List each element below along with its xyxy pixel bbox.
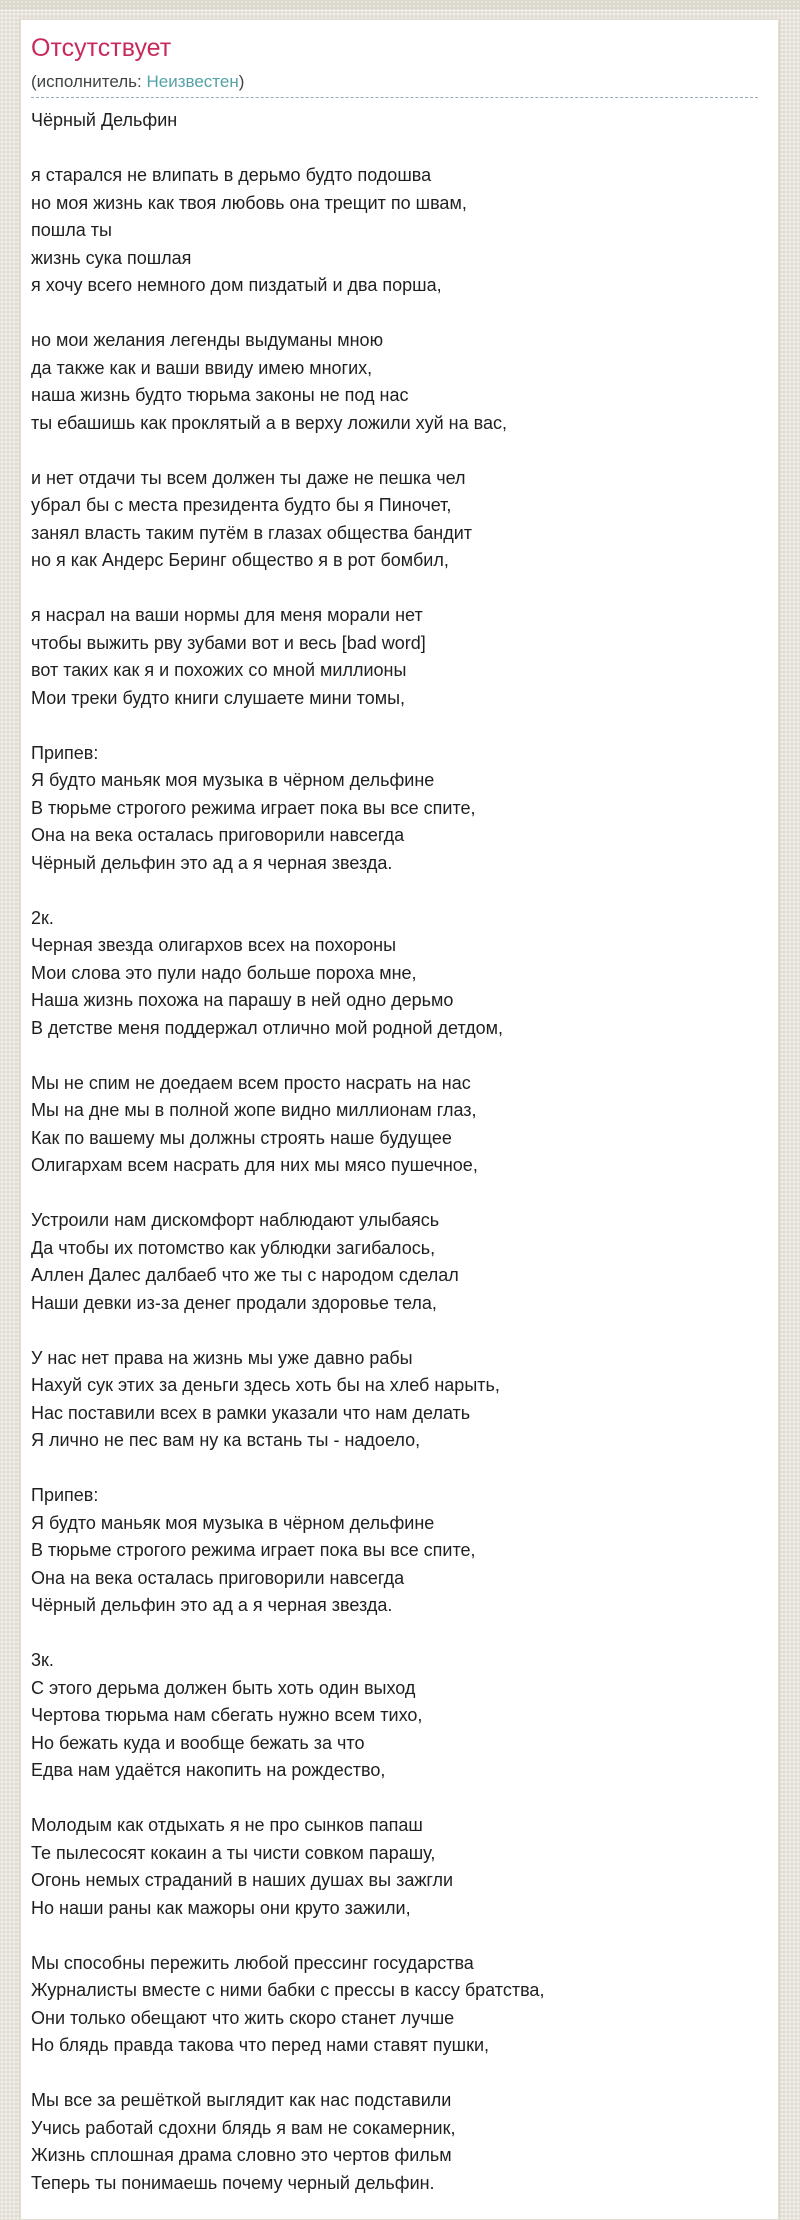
lyrics-line: да также как и ваши ввиду имею многих, (31, 357, 373, 378)
lyrics-line: Нас поставили всех в рамки указали что нам делать (31, 1402, 471, 1423)
lyrics-line: Чёрный дельфин это ад а я черная звезда. (31, 852, 393, 873)
lyrics-line: Чёрный дельфин это ад а я черная звезда. (31, 1595, 393, 1615)
lyrics-stanza (31, 1345, 758, 1455)
page-top-texture (0, 0, 800, 11)
lyrics-stanza (31, 905, 758, 1043)
lyrics-line: Едва нам удаётся накопить на рождество, (31, 1760, 386, 1780)
lyrics-line: Но наши раны как мажоры они круто зажили, (31, 1897, 411, 1918)
lyrics-stanza (31, 1647, 758, 1785)
lyrics-line: Она на века осталась приговорили навсегда (31, 1567, 405, 1588)
lyrics-line: Наши девки из-за денег продали здоровье тела, (31, 1292, 437, 1313)
lyrics-line: Мои треки будто книги слушаете мини томы, (31, 687, 406, 708)
lyrics-line: Она на века осталась приговорили навсегда (31, 825, 405, 845)
lyrics-stanza (31, 1070, 758, 1180)
lyrics-line: занял власть таким путём в глазах общества бандит (31, 522, 472, 543)
song-title: Чёрный Дельфин (31, 110, 178, 130)
song-header (31, 33, 758, 98)
page-title: Отсутствует (31, 34, 172, 62)
lyrics-line: Мы способны пережить любой прессинг государства (31, 1952, 474, 1973)
lyrics-line: я хочу всего немного дом пиздатый и два порша, (31, 275, 442, 295)
lyrics-line: Да чтобы их потомство как ублюдки загибалось, (31, 1237, 436, 1258)
lyrics-line: С этого дерьма должен быть хоть один выход (31, 1677, 416, 1698)
lyrics-line: Мы не спим не доедаем всем просто насрать на нас (31, 1072, 471, 1093)
lyrics-line: Олигархам всем насрать для них мы мясо пушечное, (31, 1155, 478, 1175)
lyrics-line: Черная звезда олигархов всех на похороны (31, 935, 397, 955)
lyrics-stanza (31, 602, 758, 712)
lyrics-line: У нас нет права на жизнь мы уже давно рабы (31, 1347, 413, 1368)
lyrics-line: Наша жизнь похожа на парашу в ней одно дерьмо (31, 990, 454, 1010)
artist-prefix: (исполнитель: (31, 72, 147, 91)
lyrics-line: В тюрьме строгого режима играет пока вы все спите, (31, 797, 476, 818)
lyrics-line: Я будто маньяк моя музыка в чёрном дельфине (31, 1512, 435, 1533)
lyrics-line: вот таких как я и похожих со мной миллионы (31, 660, 407, 680)
lyrics-line: убрал бы с места президента будто бы я Пиночет, (31, 495, 452, 515)
lyrics-line: Теперь ты понимаешь почему черный дельфин. (31, 2172, 435, 2193)
lyrics-line: Аллен Далес далбаеб что же ты с народом сделал (31, 1265, 459, 1285)
lyrics-line: жизнь сука пошлая (31, 247, 192, 268)
lyrics-line: 3к. (31, 1650, 54, 1670)
lyrics-line: Те пылесосят кокаин а ты чисти совком парашу, (31, 1842, 436, 1863)
artist-suffix: ) (238, 72, 245, 91)
lyrics-stanza (31, 2087, 758, 2197)
lyrics-line: Мы на дне мы в полной жопе видно миллионам глаз, (31, 1100, 477, 1120)
lyrics-line: но я как Андерс Беринг общество я в рот бомбил, (31, 550, 449, 570)
lyrics-line: Я лично не пес вам ну ка встань ты - надоело, (31, 1430, 421, 1450)
lyrics-stanza (31, 1207, 758, 1317)
lyrics-line: Припев: (31, 742, 99, 763)
lyrics-text (31, 107, 758, 2197)
lyrics-stanza (31, 327, 758, 437)
lyrics-line: Мы все за решёткой выглядит как нас подставили (31, 2090, 452, 2110)
lyrics-line: Они только обещают что жить скоро станет лучше (31, 2007, 455, 2028)
lyrics-line: Чертова тюрьма нам сбегать нужно всем тихо, (31, 1705, 423, 1725)
lyrics-card (20, 19, 779, 2220)
lyrics-line: чтобы выжить рву зубами вот и весь [bad word] (31, 632, 426, 653)
artist-link[interactable]: Неизвестен (146, 72, 239, 91)
lyrics-line: я старался не влипать в дерьмо будто подошва (31, 165, 432, 185)
lyrics-stanza (31, 465, 758, 575)
lyrics-line: но мои желания легенды выдуманы мною (31, 330, 384, 350)
lyrics-line: пошла ты (31, 220, 112, 240)
lyrics-line: и нет отдачи ты всем должен ты даже не пешка чел (31, 467, 466, 488)
lyrics-line: В тюрьме строгого режима играет пока вы все спите, (31, 1540, 476, 1560)
lyrics-stanza (31, 162, 758, 300)
lyrics-line: но моя жизнь как твоя любовь она трещит по швам, (31, 192, 467, 213)
lyrics-line: Но бежать куда и вообще бежать за что (31, 1732, 365, 1753)
lyrics-stanza (31, 1950, 758, 2060)
lyrics-line: наша жизнь будто тюрьма законы не под нас (31, 385, 409, 405)
lyrics-stanzas-container (31, 162, 758, 2197)
artist-line (31, 72, 758, 92)
lyrics-line: Журналисты вместе с ними бабки с прессы в кассу братства, (31, 1980, 545, 2000)
lyrics-line: Жизнь сплошная драма словно это чертов фильм (31, 2145, 452, 2165)
lyrics-line: Устроили нам дискомфорт наблюдают улыбаясь (31, 1210, 440, 1230)
lyrics-line: В детстве меня поддержал отлично мой родной детдом, (31, 1017, 503, 1038)
lyrics-stanza (31, 740, 758, 878)
lyrics-line: Но блядь правда такова что перед нами ставят пушки, (31, 2035, 490, 2055)
lyrics-line: Как по вашему мы должны строять наше будущее (31, 1127, 452, 1148)
lyrics-line: Нахуй сук этих за деньги здесь хоть бы на хлеб нарыть, (31, 1375, 500, 1395)
lyrics-line: я насрал на ваши нормы для меня морали нет (31, 605, 423, 625)
lyrics-line: Огонь немых страданий в наших душах вы зажгли (31, 1870, 454, 1890)
lyrics-line: Припев: (31, 1485, 99, 1505)
lyrics-line: Молодым как отдыхать я не про сынков папаш (31, 1815, 423, 1835)
lyrics-line: 2к. (31, 907, 54, 928)
lyrics-stanza (31, 1812, 758, 1922)
lyrics-line: Мои слова это пули надо больше пороха мне, (31, 962, 417, 983)
lyrics-stanza (31, 1482, 758, 1620)
lyrics-line: Учись работай сдохни блядь я вам не сокамерник, (31, 2117, 456, 2138)
lyrics-line: Я будто маньяк моя музыка в чёрном дельфине (31, 770, 435, 790)
lyrics-line: ты ебашишь как проклятый а в верху ложили хуй на вас, (31, 412, 508, 433)
